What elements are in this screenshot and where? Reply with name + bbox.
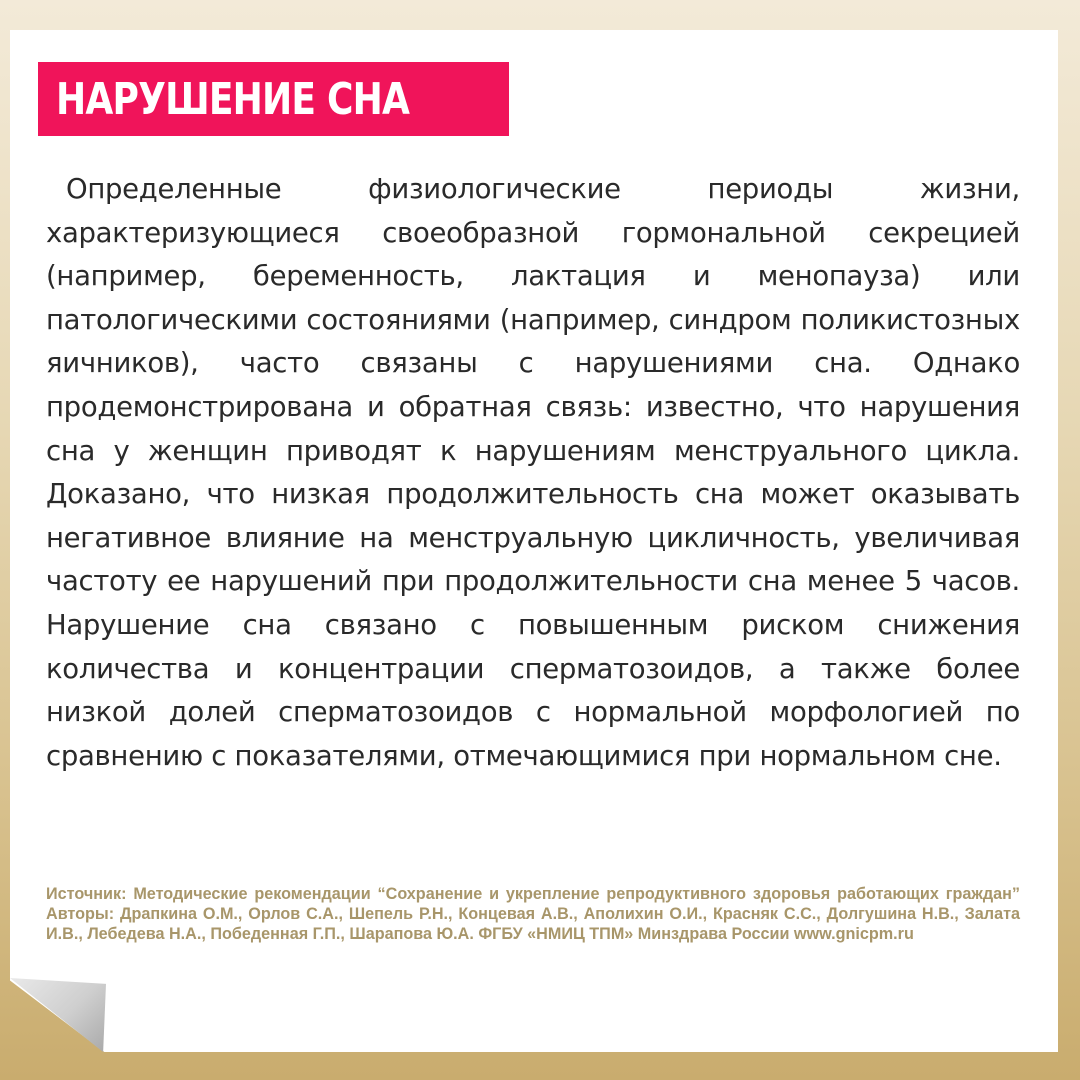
title-banner [38, 62, 509, 136]
page-curl [10, 978, 106, 1052]
body-paragraph: Определенные физиологические периоды жизни, характеризующиеся своеобразной гормональной секрецией (например, беременность, лактация и менопауза) или патологическими состояниями (например, синдром поликистозных яичников), часто связаны с нарушениями сна. Однако продемонстрирована и обратная связь: известно, что нарушения сна у женщин приводят к нарушениям менструального цикла. Доказано, что низкая продолжительность сна может оказывать негативное влияние на менструальную цикличность, увеличивая частоту ее нарушений при продолжительности сна менее 5 часов. Нарушение сна связано с повышенным риском снижения количества и концентрации сперматозоидов, а также более низкой долей сперматозоидов с нормальной морфологией по сравнению с показателями, отмечающимися при нормальном сне. [46, 173, 1020, 772]
source-citation: Источник: Методические рекомендации “Сохранение и укрепление репродуктивного здоровья работающих граждан” Авторы: Драпкина О.М., Орлов С.А., Шепель Р.Н., Концевая А.В., Аполихин О.И., Красняк С.С., Долгушина Н.В., Залата И.В., Лебедева Н.А., Победенная Г.П., Шарапова Ю.А. ФГБУ «НМИЦ ТПМ» Минздрава России www.gnicpm.ru [46, 885, 1020, 943]
page-title: НАРУШЕНИЕ СНА [56, 73, 410, 125]
